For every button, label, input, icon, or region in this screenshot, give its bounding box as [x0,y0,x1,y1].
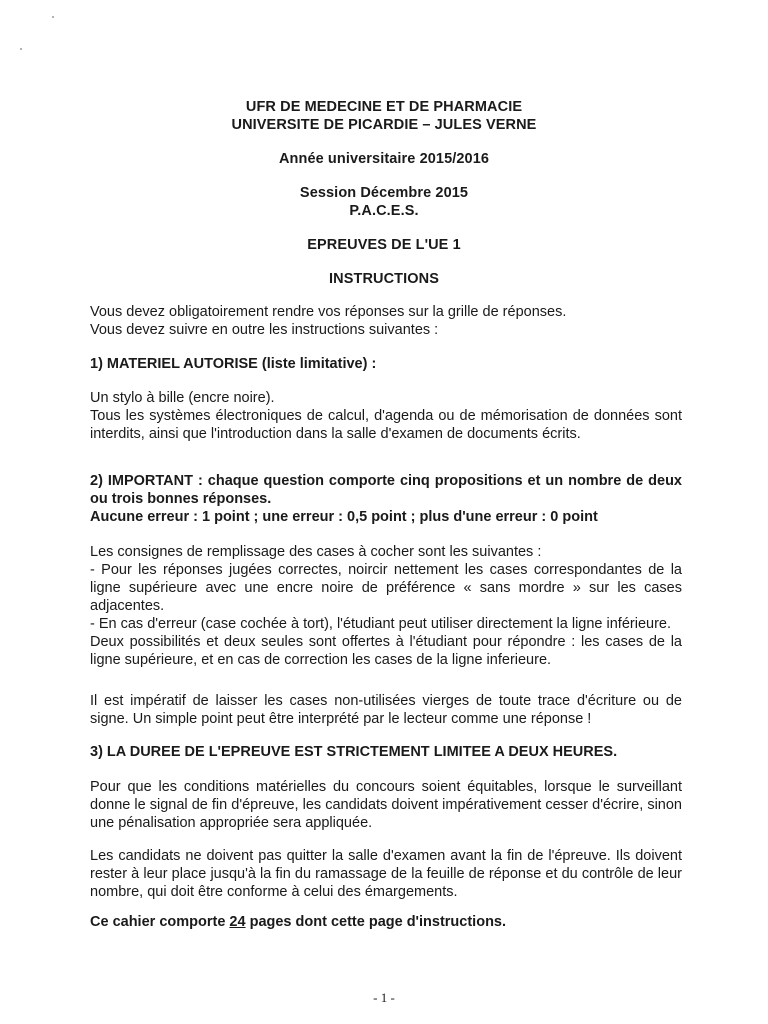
section-1-title: 1) MATERIEL AUTORISE (liste limitative) : [90,356,377,372]
university-name: UNIVERSITE DE PICARDIE – JULES VERNE [231,117,537,133]
blank-boxes-warning: Il est impératif de laisser les cases non-utilisées vierges de toute trace d'écriture ou de signe. Un simple point peut être interprété par le lecteur comme une réponse ! [90,693,682,727]
section-3-title: 3) LA DUREE DE L'EPREUVE EST STRICTEMENT LIMITEE A DEUX HEURES. [90,744,618,760]
scan-speck [52,16,54,18]
page-count-after: pages dont cette page d'instructions. [245,914,507,930]
page-count-number: 24 [229,914,246,930]
allowed-material: Un stylo à bille (encre noire). [90,390,275,406]
section-1-body [90,389,682,443]
page-count-note [90,913,682,931]
intro-line: Vous devez obligatoirement rendre vos réponses sur la grille de réponses. [90,304,567,320]
scoring-rule: Aucune erreur : 1 point ; une erreur : 0,5 point ; plus d'une erreur : 0 point [90,509,598,525]
intro-line: Vous devez suivre en outre les instructions suivantes : [90,322,439,338]
consignes-intro: Les consignes de remplissage des cases à cocher sont les suivantes : [90,544,542,560]
leave-room-paragraph: Les candidats ne doivent pas quitter la salle d'examen avant la fin de l'épreuve. Ils doivent rester à leur place jusqu'à la fin du ramassage de la feuille de réponse et du contrôle de leur nombre, qui doit être conforme à celui des émargements. [90,848,682,900]
academic-year: Année universitaire 2015/2016 [278,151,490,167]
filling-instructions [90,543,682,669]
consigne-bullet: - En cas d'erreur (case cochée à tort), l'étudiant peut utiliser directement la ligne inférieure. [90,616,671,632]
scan-speck [20,48,22,50]
intro-paragraph [90,303,682,339]
forbidden-devices: Tous les systèmes électroniques de calcul, d'agenda ou de mémorisation de données sont interdits, ainsi que l'introduction dans la salle d'examen de documents écrits. [90,408,682,442]
page-number: - 1 - [373,990,395,1005]
faculty-name: UFR DE MEDECINE ET DE PHARMACIE [245,99,523,115]
program-name: P.A.C.E.S. [349,203,419,219]
session-title: Session Décembre 2015 [299,185,469,201]
end-signal-paragraph: Pour que les conditions matérielles du concours soient équitables, lorsque le surveillant donne le signal de fin d'épreuve, les candidats doivent impérativement cesser d'écrire, sinon une pénalisation appropriée sera appliquée. [90,779,682,831]
page-count-before: Ce cahier comporte [90,914,230,930]
consigne-bullet: - Pour les réponses jugées correctes, noircir nettement les cases correspondantes de la ligne supérieure avec une encre noire de préférence « sans mordre » sur les cases adjacentes. [90,562,682,614]
possibilities-text: Deux possibilités et deux seules sont offertes à l'étudiant pour répondre : les cases de la ligne supérieure, et en cas de correction les cases de la ligne inferieure. [90,634,682,668]
instructions-heading: INSTRUCTIONS [329,271,439,287]
section-2-title: 2) IMPORTANT : chaque question comporte cinq propositions et un nombre de deux ou trois bonnes réponses. [90,473,682,507]
exam-title: EPREUVES DE L'UE 1 [307,237,461,253]
